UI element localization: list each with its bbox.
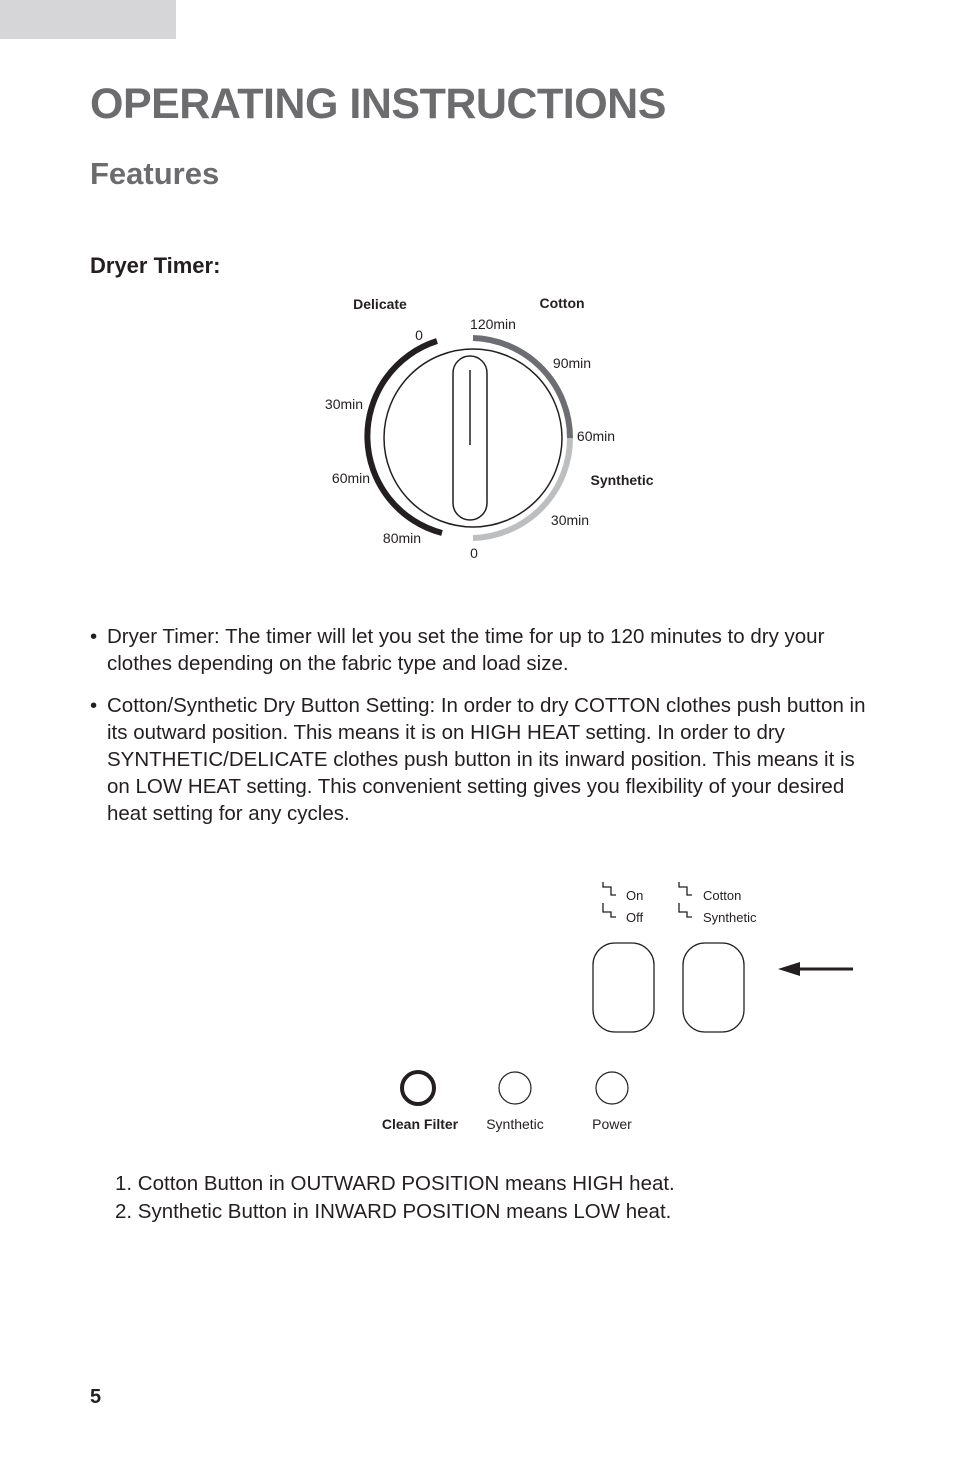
switch-position-symbol xyxy=(679,903,692,917)
tick-label: 30min xyxy=(324,396,364,412)
power-indicator-label: Power xyxy=(592,1116,632,1132)
bullet-marker: • xyxy=(90,694,98,717)
switch-position-symbol xyxy=(603,882,616,895)
clean-filter-indicator-icon xyxy=(402,1072,434,1104)
tick-label: 0 xyxy=(470,545,478,561)
page-number: 5 xyxy=(90,1386,102,1408)
cotton-synthetic-rocker-button xyxy=(683,943,744,1032)
note-item: 1. Cotton Button in OUTWARD POSITION means HIGH heat. xyxy=(115,1172,675,1195)
switch-position-symbol xyxy=(679,882,692,895)
tick-label: 30min xyxy=(550,512,590,528)
synthetic-indicator-label: Synthetic xyxy=(486,1116,544,1132)
clean-filter-label: Clean Filter xyxy=(381,1116,459,1132)
power-on-label: On xyxy=(626,888,644,903)
synthetic-indicator-icon xyxy=(499,1072,531,1104)
cotton-label: Cotton xyxy=(539,295,585,311)
header-tab-block xyxy=(0,0,176,39)
tick-label: 80min xyxy=(382,530,422,546)
dryer-timer-dial-diagram xyxy=(300,290,660,570)
bullet-text: Dryer Timer: The timer will let you set the time for up to 120 minutes to dry your clothes depending on the fabric type and load size. xyxy=(107,625,825,675)
switch-position-symbol xyxy=(603,903,616,917)
power-off-label: Off xyxy=(626,910,644,925)
bullet-item xyxy=(90,692,880,827)
tick-label: 60min xyxy=(331,470,371,486)
bullet-item xyxy=(90,623,880,677)
power-indicator-icon xyxy=(596,1072,628,1104)
tick-label: 120min xyxy=(470,316,516,332)
heat-notes-list xyxy=(115,1170,675,1226)
heat-synthetic-label: Synthetic xyxy=(703,910,757,925)
dryer-timer-heading: Dryer Timer: xyxy=(90,253,221,278)
power-rocker-button xyxy=(593,943,654,1032)
feature-bullet-list xyxy=(90,623,880,842)
section-subtitle: Features xyxy=(90,156,220,191)
tick-label: 90min xyxy=(552,355,592,371)
delicate-label: Delicate xyxy=(353,296,407,312)
pointer-arrowhead-icon xyxy=(778,962,800,976)
tick-label: 60min xyxy=(576,428,616,444)
note-item: 2. Synthetic Button in INWARD POSITION means LOW heat. xyxy=(115,1200,672,1223)
tick-label: 0 xyxy=(415,327,423,343)
page-title: OPERATING INSTRUCTIONS xyxy=(90,80,666,128)
bullet-marker: • xyxy=(90,625,98,648)
heat-cotton-label: Cotton xyxy=(703,888,742,903)
synthetic-label: Synthetic xyxy=(590,472,654,488)
bullet-text: Cotton/Synthetic Dry Button Setting: In order to dry COTTON clothes push button in its outward position. This means it is on HIGH HEAT setting. In order to dry SYNTHETIC/DELICATE clothes push button in its inward position. This means it is on LOW HEAT setting. This convenient setting gives you flexibility of your desired heat setting for any cycles. xyxy=(107,694,866,825)
